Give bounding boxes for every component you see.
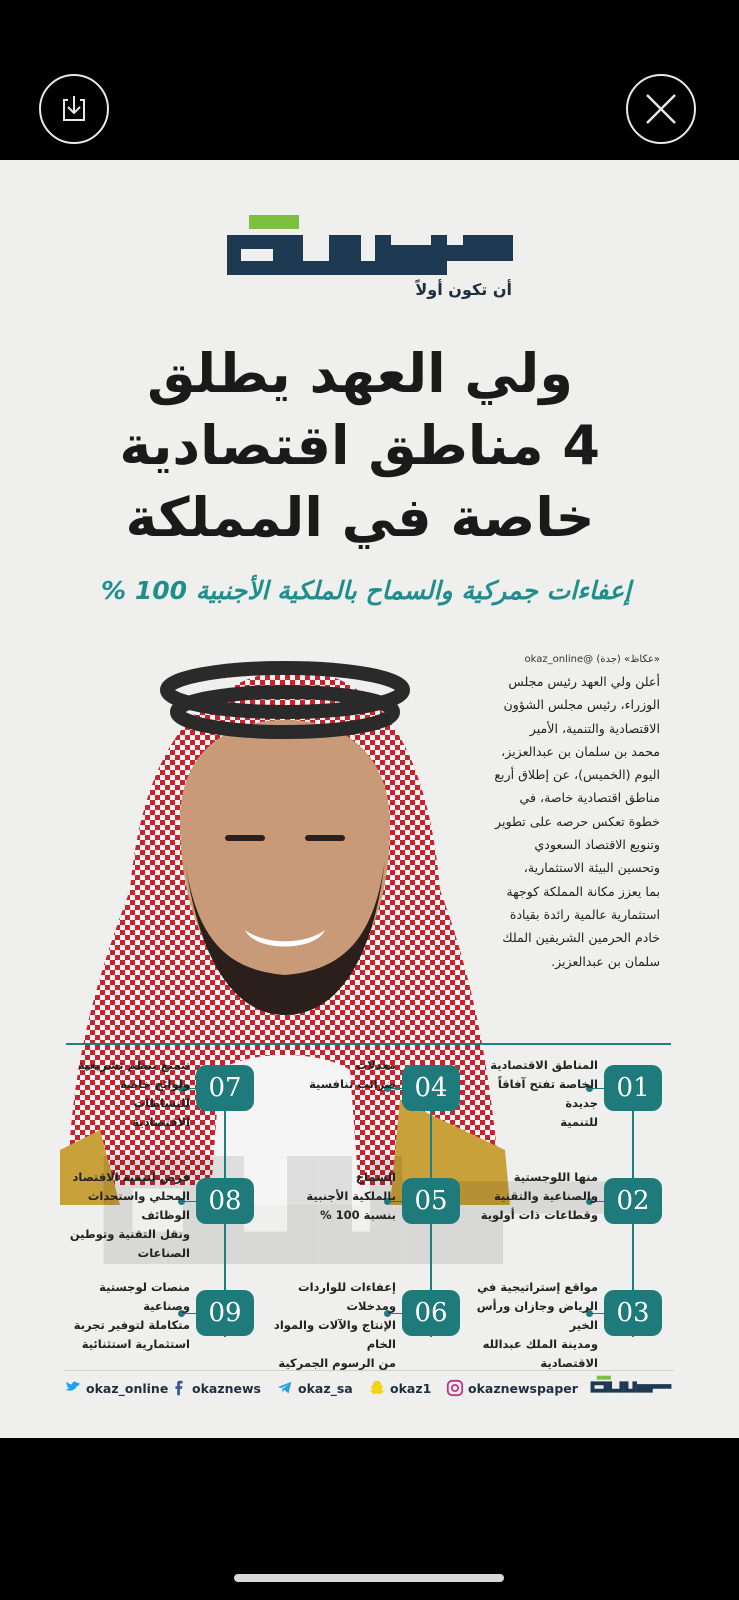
twitter-icon xyxy=(64,1379,82,1397)
item-text xyxy=(268,1278,396,1373)
item-text-line: فرص لتنمية الاقتصاد xyxy=(72,1170,190,1184)
infographic-image xyxy=(0,160,739,1438)
snapchat-icon xyxy=(368,1379,386,1397)
item-number-badge: 05 xyxy=(402,1178,460,1224)
close-icon xyxy=(643,91,679,127)
item-text-line: متكاملة لتوفير تجربة xyxy=(73,1318,190,1332)
item-text-line: استثمارية استثنائية xyxy=(81,1337,190,1351)
item-text-line: الاقتصادية xyxy=(132,1115,190,1129)
item-text-line: والصناعية والتقنية xyxy=(493,1189,598,1203)
item-text-line: الخاصة تفتح آفاقاً جديدة xyxy=(497,1077,598,1110)
article-line: مناطق اقتصادية خاصة، في xyxy=(519,790,660,806)
item-text-line: الصناعات xyxy=(137,1246,190,1260)
item-text xyxy=(470,1056,598,1132)
item-number-badge: 04 xyxy=(402,1065,460,1111)
social-link-okaznews xyxy=(170,1378,261,1398)
article-line: استثمارية عالمية رائدة بقيادة xyxy=(509,906,660,922)
item-text xyxy=(470,1168,598,1225)
item-text-line: مواقع إستراتيجية في xyxy=(477,1280,598,1294)
article-line: اليوم (الخميس)، عن إطلاق أربع xyxy=(494,767,660,783)
item-text-line: من الرسوم الجمركية xyxy=(278,1356,396,1370)
home-indicator[interactable] xyxy=(234,1574,504,1582)
social-handle: okaz_online xyxy=(86,1380,169,1396)
item-text-line: المناطق الاقتصادية xyxy=(490,1058,598,1072)
item-text-line: إعفاءات للواردات ومدخلات xyxy=(298,1280,396,1313)
download-button[interactable] xyxy=(39,74,109,144)
item-text xyxy=(268,1056,396,1094)
instagram-icon xyxy=(446,1379,464,1397)
item-number-badge: 08 xyxy=(196,1178,254,1224)
social-link-okaz1 xyxy=(368,1378,431,1398)
viewer-top-bar xyxy=(0,0,739,160)
brand-tagline: أن تكون أولاً xyxy=(415,280,512,299)
item-text-line: ضرائب تنافسية xyxy=(309,1077,396,1091)
download-icon xyxy=(57,92,91,126)
article-line: وتنويع الاقتصاد السعودي xyxy=(534,837,660,853)
item-number-badge: 09 xyxy=(196,1290,254,1336)
article-line: سلمان بن عبدالعزيز. xyxy=(551,953,660,969)
item-text-line: ولوائح خاصة للنشاطات xyxy=(120,1077,190,1110)
item-text xyxy=(62,1056,190,1132)
item-number-badge: 03 xyxy=(604,1290,662,1336)
headline-line-1: ولي العهد يطلق xyxy=(147,342,573,405)
item-text xyxy=(62,1278,190,1354)
subheadline: إعفاءات جمركية والسماح بالملكية الأجنبية 100 % xyxy=(101,576,631,605)
social-link-okaz_sa xyxy=(276,1378,353,1398)
headline-line-3: خاصة في المملكة xyxy=(125,486,595,549)
article-line: الوزراء، رئيس مجلس الشؤون xyxy=(503,697,660,713)
item-text xyxy=(62,1168,190,1263)
social-link-okaz_online xyxy=(64,1378,168,1398)
item-text-line: السماح xyxy=(355,1170,396,1184)
article-line: بما يعزز مكانة المملكة كوجهة xyxy=(506,883,660,899)
item-text-line: بالملكية الأجنبية xyxy=(306,1189,396,1203)
item-text-line: بنسبة 100 % xyxy=(320,1208,396,1222)
item-text-line: منصات لوجستية وصناعية xyxy=(99,1280,190,1313)
item-text xyxy=(470,1278,598,1373)
item-text-line: ونقل التقنية وتوطين xyxy=(69,1227,190,1241)
item-text-line: منها اللوجستية xyxy=(513,1170,598,1184)
item-text-line: الإنتاج والآلات والمواد الخام xyxy=(273,1318,396,1351)
section-divider xyxy=(66,1043,671,1045)
social-handle: okaznewspaper xyxy=(468,1380,578,1396)
article-body xyxy=(436,670,660,973)
close-button[interactable] xyxy=(626,74,696,144)
article-line: خطوة تعكس حرصه على تطوير xyxy=(495,813,660,829)
social-handle: okaznews xyxy=(192,1380,261,1396)
article-line: محمد بن سلمان بن عبدالعزيز، xyxy=(501,743,660,759)
footer-okaz-logo xyxy=(590,1372,672,1402)
article-line: الاقتصادية والتنمية، الأمير xyxy=(529,720,660,736)
item-text-line: الرياض وجازان ورأس الخير xyxy=(476,1299,598,1332)
byline: «عكاظ» (جدة) @okaz_online xyxy=(524,654,660,665)
headline xyxy=(120,338,600,554)
facebook-icon xyxy=(170,1379,188,1397)
item-text-line: وقطاعات ذات أولوية xyxy=(480,1208,598,1222)
article-line: وتحسين البيئة الاستثمارية، xyxy=(523,860,660,876)
item-text-line: للتنمية xyxy=(560,1115,598,1129)
social-link-okaznewspaper xyxy=(446,1378,578,1398)
article-line: أعلن ولي العهد رئيس مجلس xyxy=(508,674,660,689)
telegram-icon xyxy=(276,1379,294,1397)
social-handle: okaz_sa xyxy=(298,1380,353,1396)
social-handle: okaz1 xyxy=(390,1380,432,1396)
item-text xyxy=(268,1168,396,1225)
item-number-badge: 06 xyxy=(402,1290,460,1336)
item-number-badge: 02 xyxy=(604,1178,662,1224)
item-number-badge: 01 xyxy=(604,1065,662,1111)
item-text-line: تتمتع بنظم تشريعية xyxy=(77,1058,190,1072)
headline-line-2: 4 مناطق اقتصادية xyxy=(119,414,600,477)
item-text-line: معدلات xyxy=(355,1058,396,1072)
item-text-line: المحلي واستحداث الوظائف xyxy=(87,1189,190,1222)
item-text-line: الاقتصادية xyxy=(540,1356,598,1370)
article-line: خادم الحرمين الشريفين الملك xyxy=(502,930,660,946)
item-text-line: ومدينة الملك عبدالله xyxy=(482,1337,598,1351)
item-number-badge: 07 xyxy=(196,1065,254,1111)
